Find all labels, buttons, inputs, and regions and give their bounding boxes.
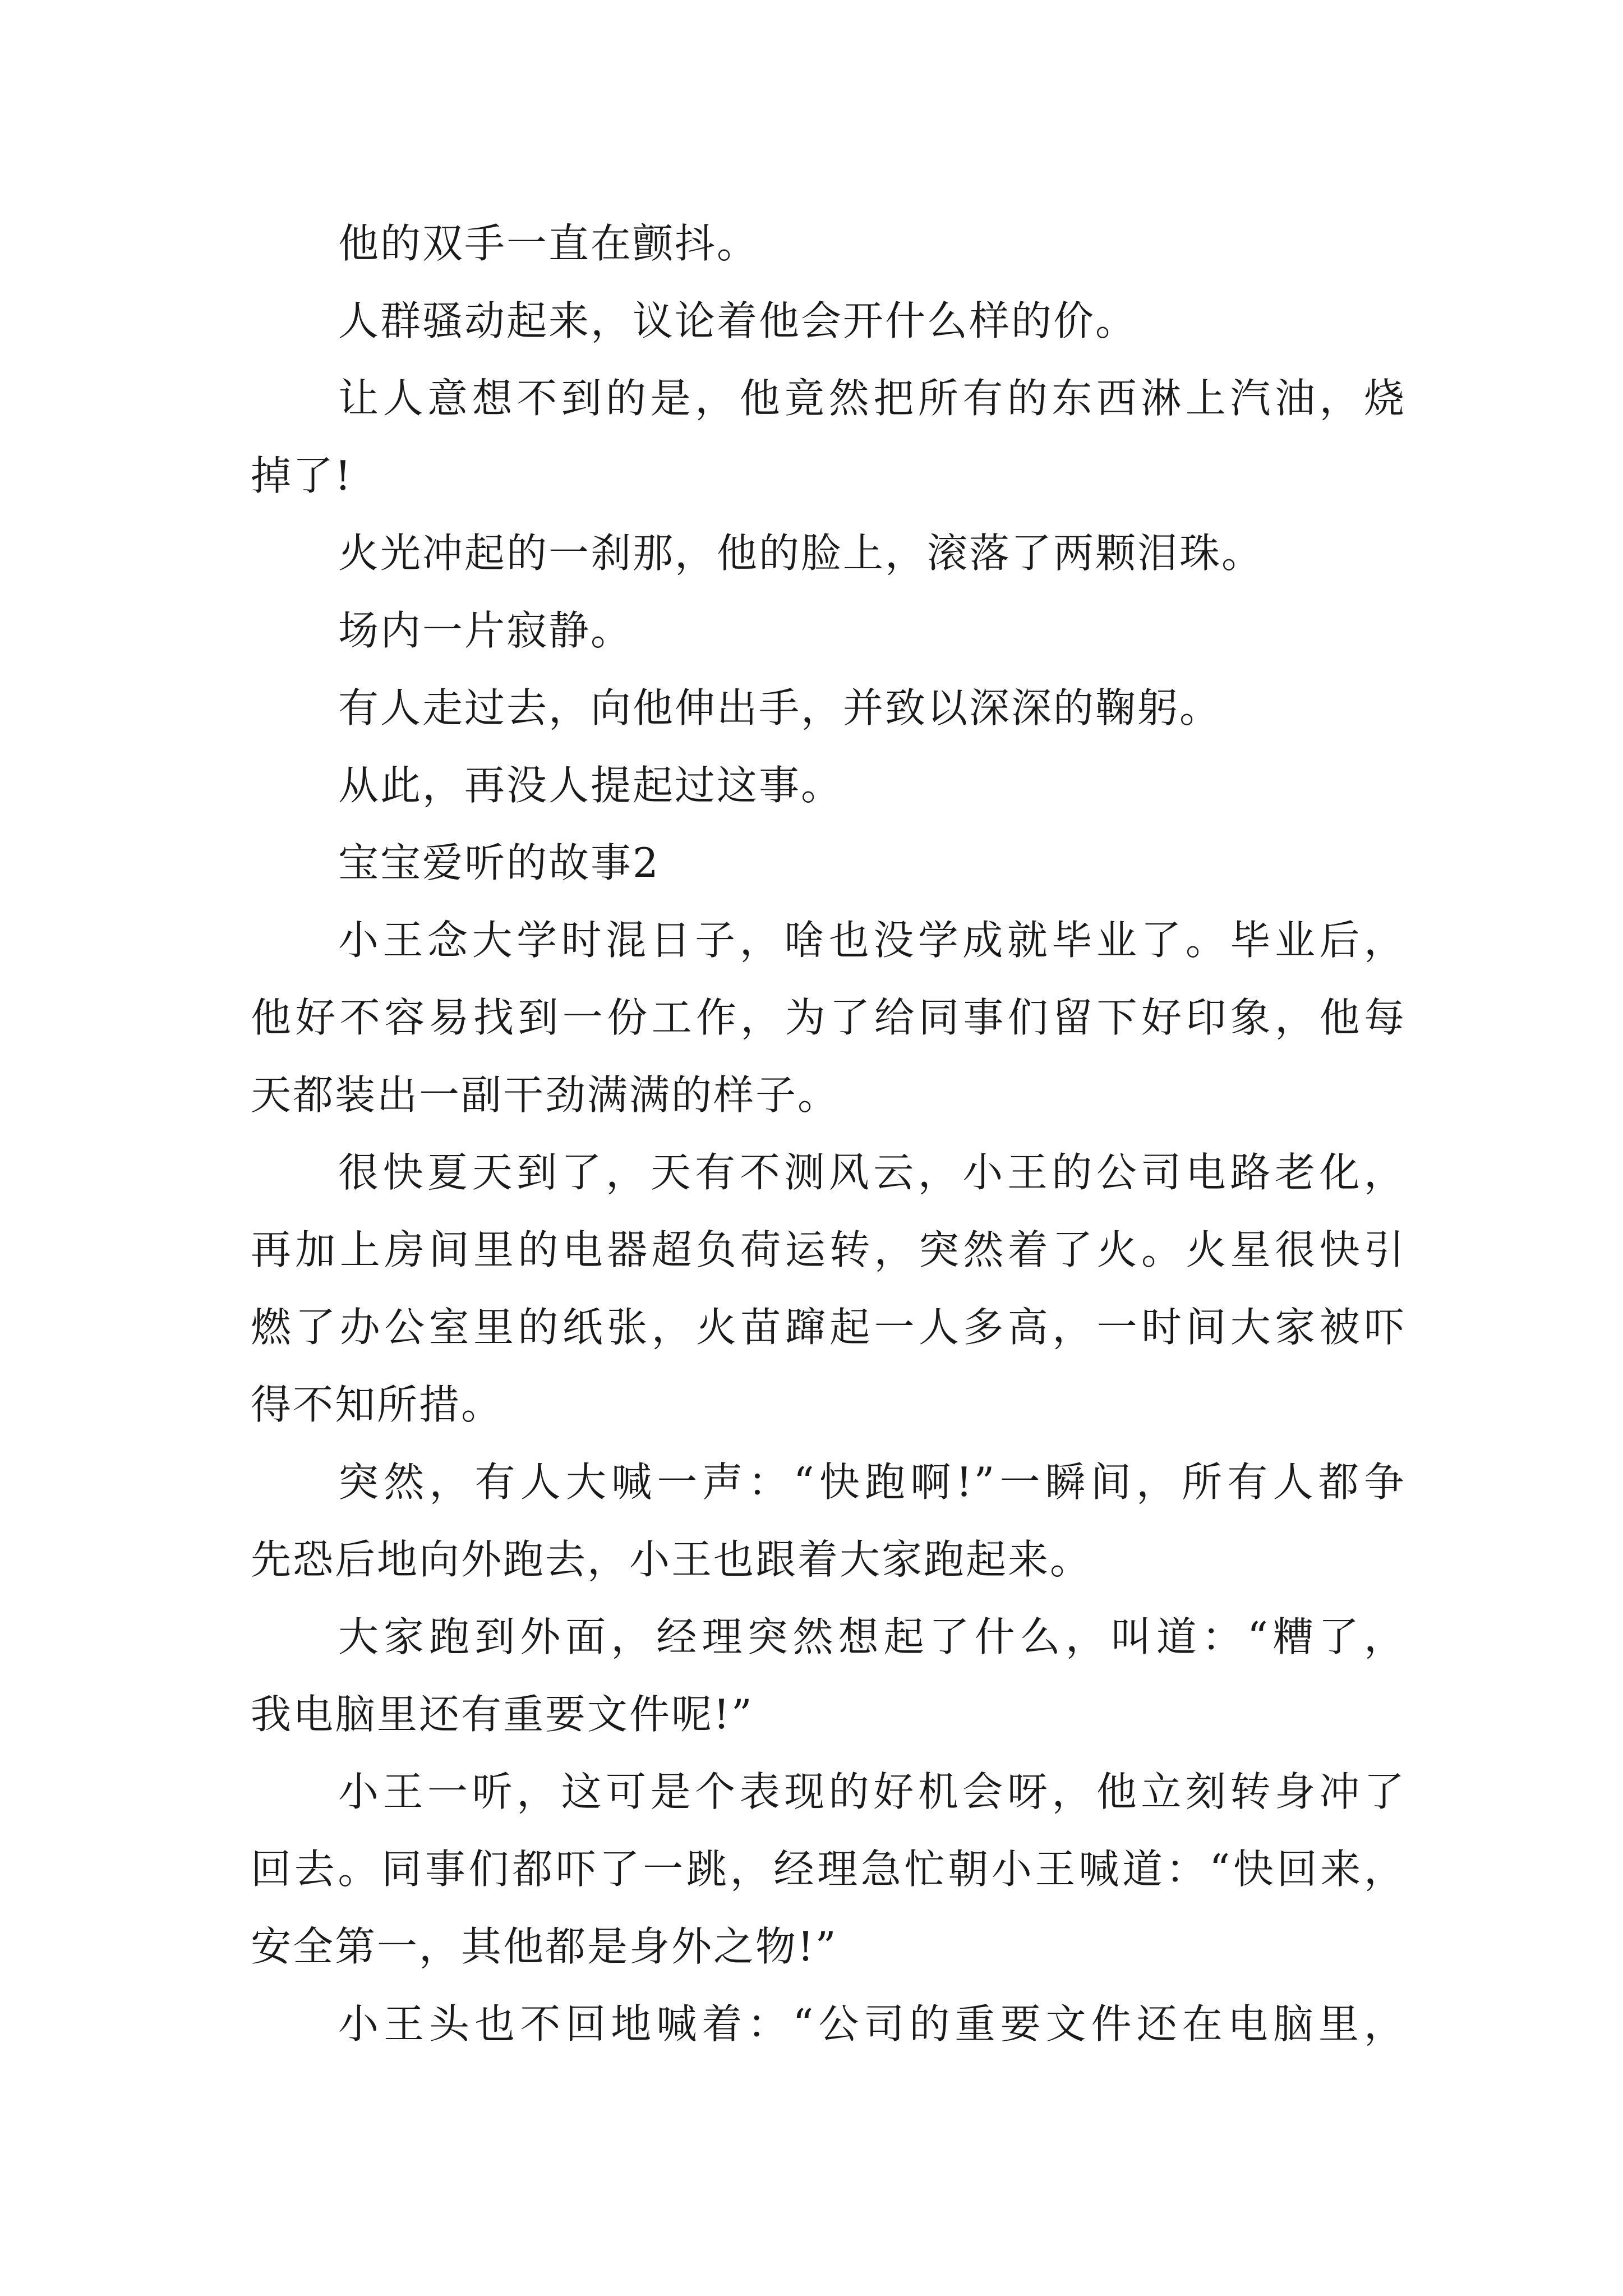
text-line: 得不知所措。	[251, 1381, 504, 1428]
paragraph	[251, 514, 1406, 592]
paragraph	[251, 1753, 1406, 1985]
text-line: 我电脑里还有重要文件呢!”	[251, 1691, 754, 1738]
section-heading-text: 宝宝爱听的故事2	[338, 839, 660, 886]
text-line: 先恐后地向外跑去，小王也跟着大家跑起来。	[251, 1536, 1092, 1583]
text-line: 火光冲起的一刹那，他的脸上，滚落了两颗泪珠。	[338, 530, 1264, 577]
paragraph	[251, 592, 1406, 669]
paragraph	[251, 747, 1406, 824]
text-line: 天都装出一副干劲满满的样子。	[251, 1071, 840, 1119]
paragraph	[251, 669, 1406, 747]
text-line: 回去。同事们都吓了一跳，经理急忙朝小王喊道：“快回来，	[251, 1846, 1406, 1893]
text-line: 让人意想不到的是，他竟然把所有的东西淋上汽油，烧	[338, 375, 1406, 422]
paragraph	[251, 1134, 1406, 1443]
section-heading	[251, 824, 1406, 901]
paragraph	[251, 282, 1406, 360]
text-line: 他的双手一直在颤抖。	[338, 220, 759, 267]
paragraph	[251, 901, 1406, 1134]
text-line: 再加上房间里的电器超负荷运转，突然着了火。火星很快引	[251, 1226, 1406, 1273]
text-line: 小王一听，这可是个表现的好机会呀，他立刻转身冲了	[338, 1768, 1406, 1815]
document-body	[251, 205, 1406, 2063]
paragraph	[251, 360, 1406, 514]
text-line: 很快夏天到了，天有不测风云，小王的公司电路老化，	[338, 1149, 1406, 1196]
paragraph	[251, 1985, 1406, 2063]
text-line: 掉了!	[251, 452, 353, 499]
text-line: 有人走过去，向他伸出手，并致以深深的鞠躬。	[338, 684, 1222, 731]
text-line: 燃了办公室里的纸张，火苗蹿起一人多高，一时间大家被吓	[251, 1304, 1406, 1351]
text-line: 人群骚动起来，议论着他会开什么样的价。	[338, 297, 1138, 344]
paragraph	[251, 1598, 1406, 1753]
paragraph	[251, 1443, 1406, 1598]
text-line: 小王念大学时混日子，啥也没学成就毕业了。毕业后，	[338, 917, 1406, 964]
text-line: 他好不容易找到一份工作，为了给同事们留下好印象，他每	[251, 994, 1406, 1041]
text-line: 小王头也不回地喊着：“公司的重要文件还在电脑里，	[338, 2000, 1406, 2047]
text-line: 安全第一，其他都是身外之物!”	[251, 1923, 838, 1970]
text-line: 突然，有人大喊一声：“快跑啊!”一瞬间，所有人都争	[338, 1458, 1406, 1506]
text-line: 大家跑到外面，经理突然想起了什么，叫道：“糟了，	[338, 1613, 1406, 1660]
paragraph	[251, 205, 1406, 282]
text-line: 从此，再没人提起过这事。	[338, 762, 843, 809]
text-line: 场内一片寂静。	[338, 607, 633, 654]
